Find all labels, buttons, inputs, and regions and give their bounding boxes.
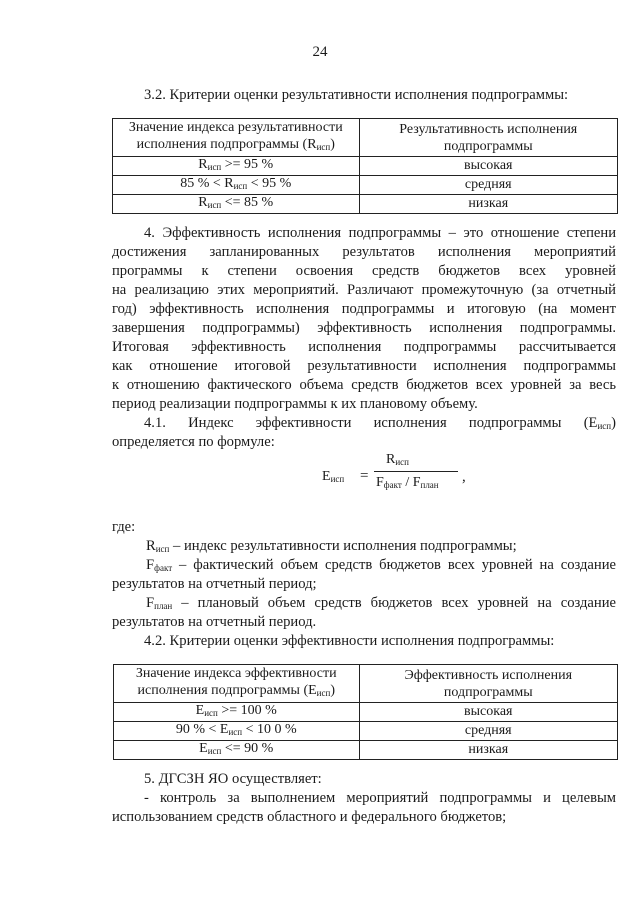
definition-ffakt: $F_{факт}$ – фактический объем средств бюджетов всех уровней на создание <box>146 557 616 573</box>
table-row <box>114 741 618 760</box>
table-cell: высокая <box>359 157 617 176</box>
table-cell: низкая <box>359 195 617 214</box>
table-cell: 85 % < $R_{исп} < 95$ % <box>113 176 360 195</box>
definition-fplan: $F_{план}$ – плановый объем средств бюджетов всех уровней на создание <box>146 595 616 611</box>
table-cell: $E_{исп} <= 90$ % <box>114 741 360 760</box>
formula-numerator: $R_{исп}$ <box>386 452 409 467</box>
table-cell: средняя <box>359 176 617 195</box>
table-header-cell: Результативность исполнения подпрограммы <box>359 119 617 157</box>
section-5-item: - контроль за выполнением мероприятий подпрограммы и целевым <box>144 790 616 806</box>
table-header-cell: Эффективность исполнения подпрограммы <box>359 665 617 703</box>
definition-fplan-cont: результатов на отчетный период. <box>112 614 317 630</box>
section-5-item-cont: использованием средств областного и федерального бюджетов; <box>112 809 507 825</box>
section-4-1-line: определяется по формуле: <box>112 434 275 450</box>
efficiency-formula: $E_{исп}$ = $R_{исп}$ $F_{факт} / F_{план}$ , <box>322 452 466 490</box>
document-page: 24 3.2. Критерии оценки результативности исполнения подпрограммы: Значение индекса результативности исполнения подпрограммы $(R_{исп})$ Результативность исполнения подпрограммы $R_{исп} >= 95$ % высокая 85 % < $R_{исп} < 95$ % средняя $R_{исп} <= 85$ % низкая 4. Эффективность исполнения подпрограммы – это отношение степени достижения запланированных результатов исполнения мероприятий программы к степени освоения средств бюджетов всех уровней на реализацию этих мероприятий. Различают промежуточную (за отчетный год) эффективность исполнения подпрограммы и итоговую (на момент завершения подпрограммы) эффективность исполнения подпрограммы. Итоговая эффективность исполнения подпрограммы рассчитывается как отношение итоговой результативности исполнения подпрограммы к отношению фактического объема средств бюджетов всех уровней за весь период реализации подпрограммы к их плановому объему. 4.1. Индекс эффективности исполнения подпрограммы $(E_{исп})$ определяется по формуле: $E_{исп}$ = $R_{исп}$ $F_{факт} / F_{план}$ , где: $R_{исп}$ – индекс результативности исполнения подпрограммы; $F_{факт}$ – фактический объем средств бюджетов всех уровней на создание результатов на отчетный период; $F_{план}$ – плановый объем средств бюджетов всех уровней на создание результатов на отчетный период. 4.2. Критерии оценки эффективности исполнения подпрограммы: Значение индекса эффективности исполнения подпрограммы $(E_{исп})$ Эффективность исполнения подпрограммы $E_{исп} >= 100$ % высокая 90 % < $E_{исп} < 10$ 0 % средняя $E_{исп} <= 90$ % низкая 5. ДГСЗН ЯО осуществляет: - контроль за выполнением мероприятий подпрограммы и целевым использованием средств областного и федерального бюджетов; <box>0 0 640 905</box>
table-cell: $R_{исп} <= 85$ % <box>113 195 360 214</box>
table-row <box>114 703 618 722</box>
table-header-cell: Значение индекса результативности исполнения подпрограммы $(R_{исп})$ <box>113 119 360 157</box>
section-4-2-title: 4.2. Критерии оценки эффективности исполнения подпрограммы: <box>144 633 555 649</box>
results-criteria-table <box>112 118 618 214</box>
section-4-1-line: 4.1. Индекс эффективности исполнения подпрограммы $(E_{исп})$ <box>144 415 616 431</box>
table-row <box>114 722 618 741</box>
where-label: где: <box>112 519 136 535</box>
table-cell: низкая <box>359 741 617 760</box>
table-row <box>113 195 618 214</box>
section-3-2-title: 3.2. Критерии оценки результативности исполнения подпрограммы: <box>144 87 569 103</box>
definition-ffakt-cont: результатов на отчетный период; <box>112 576 317 592</box>
table-cell: $E_{исп} >= 100$ % <box>114 703 360 722</box>
table-header-row <box>113 119 618 157</box>
table-cell: высокая <box>359 703 617 722</box>
table-cell: 90 % < $E_{исп} < 10$ 0 % <box>114 722 360 741</box>
section-5-title: 5. ДГСЗН ЯО осуществляет: <box>144 771 322 787</box>
definition-r: $R_{исп}$ – индекс результативности исполнения подпрограммы; <box>146 538 517 554</box>
table-row <box>113 157 618 176</box>
efficiency-criteria-table <box>113 664 618 760</box>
table-row <box>113 176 618 195</box>
table-cell: $R_{исп} >= 95$ % <box>113 157 360 176</box>
table-header-cell: Значение индекса эффективности исполнения подпрограммы $(E_{исп})$ <box>114 665 360 703</box>
formula-denominator: $F_{факт} / F_{план}$ <box>376 475 439 490</box>
fraction-bar <box>374 471 458 472</box>
table-cell: средняя <box>359 722 617 741</box>
page-number: 24 <box>312 44 328 60</box>
table-header-row <box>114 665 618 703</box>
